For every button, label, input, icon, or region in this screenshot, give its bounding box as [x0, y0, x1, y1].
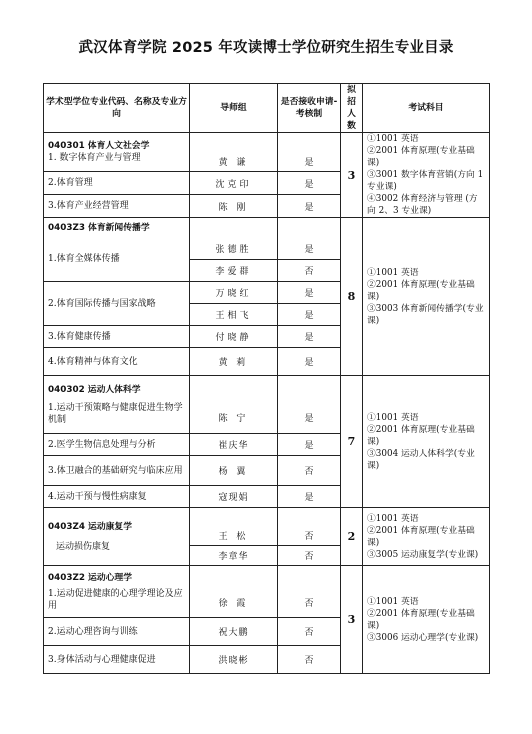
supervisor-cell: 陈 刚 — [190, 195, 278, 218]
direction-label: 1.体育全媒体传播 — [44, 238, 190, 282]
exam-cell — [363, 376, 490, 508]
supervisor-cell: 李章华 — [190, 546, 278, 566]
major-cell — [44, 376, 190, 434]
accept-cell: 否 — [278, 508, 341, 546]
supervisor-cell: 万晓红 — [190, 282, 278, 304]
direction-label: 1. 数字体育产业与管理 — [48, 153, 141, 164]
accept-cell: 是 — [278, 218, 341, 260]
supervisor-cell: 寇现娟 — [190, 486, 278, 508]
major-heading: 0403Z4 运动康复学 — [48, 521, 133, 532]
accept-cell: 是 — [278, 195, 341, 218]
accept-cell: 是 — [278, 486, 341, 508]
direction-label: 2.运动心理咨询与训练 — [44, 618, 190, 646]
supervisor-cell: 黄 莉 — [190, 348, 278, 376]
major-heading: 0403Z2 运动心理学 — [48, 572, 133, 583]
header-quota: 拟招人数 — [341, 84, 363, 133]
accept-cell: 是 — [278, 304, 341, 326]
exam-line: ④3002 体育经济与管理 (方向 2、3 专业课) — [367, 194, 478, 216]
table-row — [44, 566, 490, 618]
exam-cell — [363, 218, 490, 376]
quota-cell: 7 — [341, 376, 363, 508]
accept-cell: 否 — [278, 456, 341, 486]
supervisor-cell: 付晓静 — [190, 326, 278, 348]
exam-line: ②2001 体育原理(专业基础课) — [367, 608, 475, 631]
direction-label: 3.体卫融合的基础研究与临床应用 — [44, 456, 190, 486]
header-exam: 考试科目 — [363, 84, 490, 133]
header-supervisors: 导师组 — [190, 84, 278, 133]
accept-cell: 否 — [278, 646, 341, 674]
direction-label: 1.运动促进健康的心理学理论及应用 — [48, 588, 183, 611]
supervisor-cell: 沈克印 — [190, 172, 278, 195]
direction-label: 2.体育管理 — [44, 172, 190, 195]
supervisor-cell: 杨 翼 — [190, 456, 278, 486]
major-heading: 040302 运动人体科学 — [48, 384, 141, 395]
table-header-row — [44, 84, 490, 133]
accept-cell: 否 — [278, 546, 341, 566]
supervisor-cell: 洪晓彬 — [190, 646, 278, 674]
direction-label: 3.体育健康传播 — [44, 326, 190, 348]
accept-cell: 否 — [278, 618, 341, 646]
supervisor-cell: 李爱群 — [190, 260, 278, 282]
accept-cell: 是 — [278, 133, 341, 172]
exam-line: ②2001 体育原理(专业基础课) — [367, 146, 475, 168]
exam-line: ③3003 体育新闻传播学(专业课) — [367, 303, 484, 326]
supervisor-cell: 王 松 — [190, 508, 278, 546]
accept-cell: 否 — [278, 260, 341, 282]
exam-line: ①1001 英语 — [367, 412, 419, 423]
major-heading: 0403Z3 体育新闻传播学 — [44, 218, 190, 238]
page-title: 武汉体育学院 2025 年攻读博士学位研究生招生专业目录 — [78, 40, 454, 56]
quota-cell: 3 — [341, 133, 363, 218]
accept-cell: 否 — [278, 566, 341, 618]
accept-cell: 是 — [278, 172, 341, 195]
quota-cell: 2 — [341, 508, 363, 566]
direction-label: 1.运动干预策略与健康促进生物学机制 — [48, 402, 183, 425]
table-row — [44, 508, 490, 546]
exam-line: ②2001 体育原理(专业基础课) — [367, 279, 475, 302]
accept-cell: 是 — [278, 348, 341, 376]
exam-line: ③3001 数字体育营销(方向 1 专业课) — [367, 170, 484, 192]
accept-cell: 是 — [278, 376, 341, 434]
accept-cell: 是 — [278, 326, 341, 348]
admissions-catalog-table — [43, 83, 490, 674]
exam-cell — [363, 566, 490, 674]
table-row — [44, 376, 490, 434]
direction-label: 4.运动干预与慢性病康复 — [44, 486, 190, 508]
exam-line: ①1001 英语 — [367, 267, 419, 278]
exam-line: ③3006 运动心理学(专业课) — [367, 632, 479, 643]
direction-label: 4.体育精神与体育文化 — [44, 348, 190, 376]
exam-line: ①1001 英语 — [367, 596, 419, 607]
supervisor-cell: 张德胜 — [190, 218, 278, 260]
exam-cell — [363, 508, 490, 566]
header-major: 学术型学位专业代码、名称及专业方向 — [44, 84, 190, 133]
exam-cell — [363, 133, 490, 218]
direction-label: 运动损伤康复 — [56, 541, 111, 552]
exam-line: ③3004 运动人体科学(专业课) — [367, 448, 475, 471]
supervisor-cell: 黄 谦 — [190, 133, 278, 172]
supervisor-cell: 祝大鹏 — [190, 618, 278, 646]
quota-cell: 8 — [341, 218, 363, 376]
major-cell — [44, 566, 190, 618]
supervisor-cell: 徐 霞 — [190, 566, 278, 618]
exam-line: ③3005 运动康复学(专业课) — [367, 549, 479, 560]
quota-cell: 3 — [341, 566, 363, 674]
major-cell — [44, 133, 190, 172]
table-row — [44, 133, 490, 172]
direction-label: 3.身体活动与心理健康促进 — [44, 646, 190, 674]
exam-line: ②2001 体育原理(专业基础课) — [367, 525, 475, 548]
header-accept: 是否接收申请-考核制 — [278, 84, 341, 133]
direction-label: 3.体育产业经营管理 — [44, 195, 190, 218]
major-heading: 040301 体育人文社会学 — [48, 141, 150, 152]
supervisor-cell: 陈 宁 — [190, 376, 278, 434]
major-cell — [44, 508, 190, 566]
direction-label: 2.医学生物信息处理与分析 — [44, 434, 190, 456]
supervisor-cell: 王相飞 — [190, 304, 278, 326]
table-row — [44, 218, 490, 238]
direction-label: 2.体育国际传播与国家战略 — [44, 282, 190, 326]
supervisor-cell: 崔庆华 — [190, 434, 278, 456]
exam-line: ①1001 英语 — [367, 134, 419, 144]
accept-cell: 是 — [278, 434, 341, 456]
exam-line: ②2001 体育原理(专业基础课) — [367, 424, 475, 447]
exam-line: ①1001 英语 — [367, 513, 419, 524]
accept-cell: 是 — [278, 282, 341, 304]
